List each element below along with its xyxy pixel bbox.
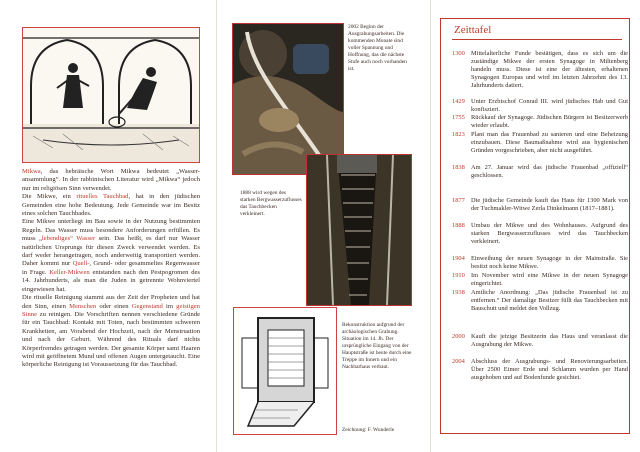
timeline-entry (452, 114, 628, 130)
body-paragraph (22, 218, 200, 294)
timeline-text: Kauft die jetzige Besitzerin das Haus und veranlasst die Ausgrabung der Mikwe. (471, 333, 628, 348)
timeline-text: Umbau der Mikwe und des Wohnhauses. Aufgrund des starken Bergwasserzuflusses wird das Tauchbecken verkleinert. (471, 222, 628, 245)
text-segment: , Grund- oder gesammeltes Regenwasser in Frage. (22, 260, 200, 276)
timeline-entry (452, 98, 628, 114)
timeline-year: 1904 (452, 255, 465, 262)
fold-line-right (430, 0, 431, 452)
stairway-photo (306, 154, 412, 306)
highlight-term: Keller-Mikwen (49, 268, 90, 276)
timeline-text: Am 27. Januar wird das jüdische Frauenbad „offiziell“ geschlossen. (471, 164, 628, 179)
text-segment: zu reinigen. Die Vorschriften nennen verschiedene Gründe für ein Tauchbad: Kontakt mit Toten, nach bestimmten schweren Krankheiten, am Vorabend der Hochzeit, nach der Menstruation und nach der Geburt. Während des Rituals darf nichts Körperfremdes getragen werden. Der gesamte Körper samt Haaren wird mit geöffnetem Mund und offenen Augen untergetaucht. Eine körperliche Reinigung ist Voraussetzung für das Tauchbad. (22, 310, 200, 369)
highlight-term: geistigen Sinne (22, 302, 200, 318)
caption-basin-reduction: 1888 wird wegen des starken Bergwasserzuflusses das Tauchbecken verkleinert. (240, 190, 302, 217)
timeline-text: Plant man das Frauenbad zu sanieren und eine Beheizung einzubauen. Diese Baumaßnahme wird aus hygienischen Gründen vorgeschrieben, aber nicht ausgeführt. (471, 131, 628, 154)
timeline-year: 2000 (452, 333, 465, 340)
body-paragraph (22, 193, 200, 218)
timeline-text: Einweihung der neuen Synagoge in der Mainstraße. Sie besitzt noch keine Mikwe. (471, 255, 628, 270)
floor-plan-drawing (233, 307, 337, 435)
text-segment: oder einen (96, 302, 132, 310)
timeline-text: Im November wird eine Mikwe in der neuen Synagoge eingerichtet. (471, 272, 628, 287)
bathing-scene-drawing (23, 28, 199, 162)
timeline-text: Mittelalterliche Funde bestätigen, dass es sich um die zuständige Mikwe der ersten Synagoge in Miltenberg handeln muss. Diese ist eine der ältesten, erhaltenen Synagogen Europas und wird im letzten Jahrzehnt des 13. Jahrhunderts datiert. (471, 50, 628, 89)
highlight-term: lebendiges“ Wasser (41, 235, 96, 243)
text-segment: Die rituelle Reinigung stammt aus der Zeit der Propheten und hat den Sinn, einen (22, 294, 200, 310)
timeline-entry (452, 222, 628, 246)
timeline-year: 1429 (452, 98, 465, 105)
illustration-mikwe-bathing (22, 27, 200, 163)
timeline-entry (452, 164, 628, 180)
timeline-year: 2004 (452, 358, 465, 365)
text-segment: im (162, 302, 177, 310)
caption-reconstruction: Rekonstruktion aufgrund der archäologischen Grabung. Situation im 14. Jh. Der ursprüngliche Eingang von der Hauptstraße ist heute durch eine Treppe im Innern und ein Nachbarhaus verbaut. (342, 322, 412, 370)
text-segment: Die Mikwe, ein (22, 193, 77, 201)
fold-line-left (216, 0, 217, 452)
timeline-year: 1755 (452, 114, 465, 121)
timeline-entry (452, 358, 628, 382)
timeline-year: 1300 (452, 50, 465, 57)
stairway-scene (307, 155, 411, 305)
body-paragraph (22, 294, 200, 370)
timeline-title-rule (452, 39, 622, 40)
caption-excavation-start: 2002 Beginn der Ausgrabungsarbeiten. Die kommenden Monate sind voller Spannung und Hoffnung, das die nächste Stufe auch noch vorhanden ist. (348, 24, 407, 72)
highlight-term: Mikwa (22, 168, 41, 175)
timeline-year: 1910 (452, 272, 465, 279)
highlight-term: Gegenstand (131, 302, 163, 310)
highlight-term: Menschen (69, 302, 97, 310)
timeline-text: Die jüdische Gemeinde kauft das Haus für 1300 Mark von der Tuchmakler-Witwe Zerla Dinkelmann (1817–1881). (471, 197, 628, 212)
timeline-text: Amtliche Anordnung: „Das jüdische Frauenbad ist zu entfernen.“ Der damalige Besitzer füllt das Tauchbecken mit Bauschutt und meldet den Vollzug. (471, 289, 628, 312)
timeline-entry (452, 197, 628, 213)
timeline-year: 1838 (452, 164, 465, 171)
left-body-text (22, 168, 200, 370)
timeline-year: 1823 (452, 131, 465, 138)
timeline-entry (452, 50, 628, 90)
text-segment: , das hebräische Wort Mikwa bedeutet „Wasser-ansammlung“. In der rabbinischen Literatur wird „Mikwa“ jedoch nur im religiösen Sinn verwendet. (22, 168, 200, 192)
body-paragraph (22, 168, 200, 193)
excavation-photo (232, 23, 344, 175)
text-segment: entstanden nach den Pestpogromen des 14. Jahrhunderts, als man die Juden in getrennte Wohnviertel eingewiesen hat. (22, 268, 200, 293)
timeline-text: Abschluss der Ausgrabungs- und Renovierungsarbeiten. Über 2500 Eimer Erde und Schlamm wurden per Hand ausgehoben und auf Bodenfunde gesichtet. (471, 358, 628, 381)
timeline-text: Rückkauf der Synagoge. Jüdischen Bürgern ist Besitzerwerb wieder erlaubt. (471, 114, 628, 129)
timeline-entry (452, 255, 628, 271)
timeline-title: Zeittafel (454, 24, 492, 36)
highlight-term: Quell- (72, 260, 90, 268)
timeline-text: Unter Erzbischof Conrad III. wird jüdisches Hab und Gut konfisziert. (471, 98, 628, 113)
text-segment: Eine Mikwe unterliegt im Bau sowie in der Nutzung bestimmten Regeln. Das Wasser muss besondere Anforderungen erfüllen. Es muss „ (22, 218, 200, 243)
timeline-year: 1888 (452, 222, 465, 229)
timeline-entry (452, 289, 628, 313)
timeline-year: 1877 (452, 197, 465, 204)
timeline-entry (452, 333, 628, 349)
text-segment: , hat in den jüdischen Gemeinden eine hohe Bedeutung. Jede Gemeinde war im Besitz eines solchen Tauchbades. (22, 193, 201, 218)
timeline-year: 1938 (452, 289, 465, 296)
text-segment: sein. Das heißt, es darf nur Wasser natürlichen Ursprungs für diesen Zweck verwendet werden. Es darf weder herangetragen, noch anderweitig transportiert werden. Daher kommt nur (22, 235, 200, 268)
timeline-entry (452, 272, 628, 288)
timeline-entry (452, 131, 628, 155)
caption-drawing-credit: Zeichnung: F. Wunderle (342, 427, 395, 433)
highlight-term: rituelles Tauchbad (76, 193, 129, 201)
excavation-scene (233, 24, 343, 174)
reconstruction-plan (234, 308, 336, 434)
